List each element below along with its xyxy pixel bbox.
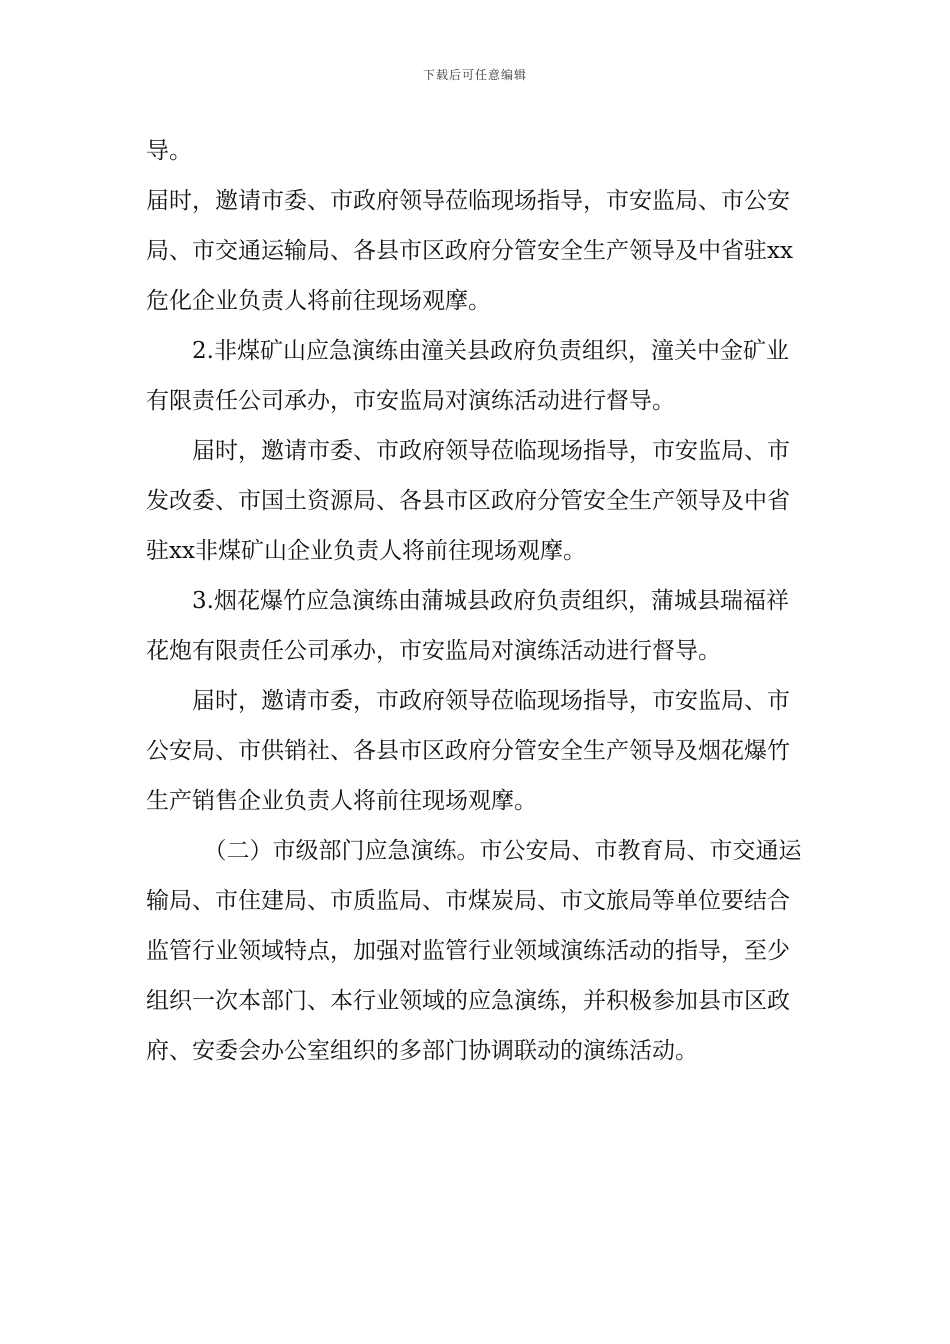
- paragraph-invite-mining: 届时，邀请市委、市政府领导莅临现场指导，市安监局、市发改委、市国土资源局、各县市区政府分管安全生产领导及中省驻xx非煤矿山企业负责人将前往现场观摩。: [146, 438, 790, 564]
- paragraph-continuation: 导。: [146, 138, 192, 164]
- paragraph-section-2: （二）市级部门应急演练。市公安局、市教育局、市交通运输局、市住建局、市质监局、市煤炭局、市文旅局等单位要结合监管行业领域特点，加强对监管行业领域演练活动的指导，至少组织一次本部门、本行业领域的应急演练，并积极参加县市区政府、安委会办公室组织的多部门协调联动的演练活动。: [146, 838, 802, 1064]
- paragraph-item-2: 2.非煤矿山应急演练由潼关县政府负责组织，潼关中金矿业有限责任公司承办，市安监局对演练活动进行督导。: [146, 338, 789, 414]
- paragraph-item-3: 3.烟花爆竹应急演练由蒲城县政府负责组织，蒲城县瑞福祥花炮有限责任公司承办，市安监局对演练活动进行督导。: [146, 588, 789, 664]
- page-header: 下载后可任意编辑: [422, 68, 527, 82]
- document-body: [146, 126, 806, 1076]
- paragraph-invite-fireworks: 届时，邀请市委，市政府领导莅临现场指导，市安监局、市公安局、市供销社、各县市区政府分管安全生产领导及烟花爆竹生产销售企业负责人将前往现场观摩。: [146, 688, 790, 814]
- paragraph-invite-hazchem: 届时，邀请市委、市政府领导莅临现场指导，市安监局、市公安局、市交通运输局、各县市区政府分管安全生产领导及中省驻xx危化企业负责人将前往现场观摩。: [146, 188, 793, 314]
